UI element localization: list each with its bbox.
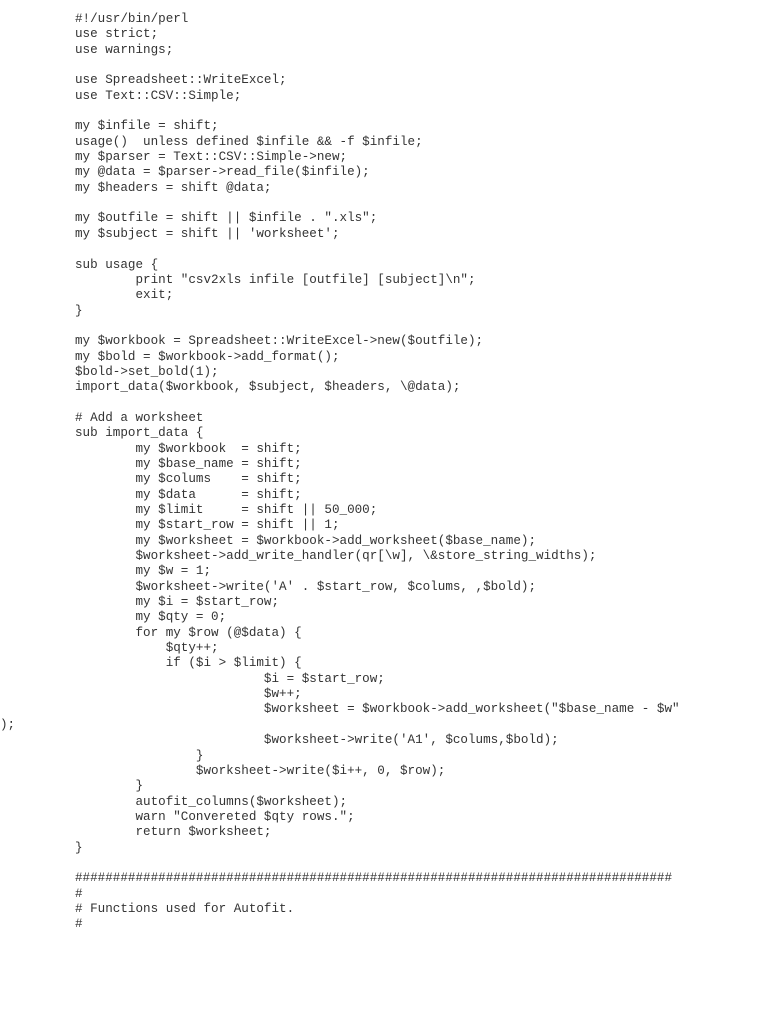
code-line: autofit_columns($worksheet); (75, 794, 348, 809)
code-line: $worksheet->write($i++, 0, $row); (75, 763, 446, 778)
code-line: $w++; (75, 687, 302, 702)
code-line: $bold->set_bold(1); (75, 364, 219, 379)
code-line: my $workbook = Spreadsheet::WriteExcel->new($outfile); (75, 334, 484, 349)
code-line: } (75, 748, 204, 763)
code-line: my $start_row = shift || 1; (75, 518, 340, 533)
code-line: my $parser = Text::CSV::Simple->new; (75, 150, 348, 165)
code-line: return $worksheet; (75, 825, 272, 840)
code-line: sub import_data { (75, 426, 204, 441)
code-line: my $limit = shift || 50_000; (75, 503, 378, 517)
code-line (75, 196, 680, 211)
code-line (75, 242, 680, 257)
code-line: my $base_name = shift; (75, 456, 302, 471)
code-line: $worksheet->add_write_handler(qr[\w], \&store_string_widths); (75, 549, 597, 564)
code-line: } (75, 840, 83, 855)
code-line: print "csv2xls infile [outfile] [subject]\n"; (75, 272, 476, 287)
code-line (75, 856, 680, 871)
code-line: $i = $start_row; (75, 671, 385, 686)
code-line: use Spreadsheet::WriteExcel; (75, 73, 287, 88)
code-line: import_data($workbook, $subject, $headers, \@data); (75, 380, 461, 395)
code-line: usage() unless defined $infile && -f $infile; (75, 134, 423, 149)
code-line: ############################################################################### (75, 871, 673, 886)
code-line: } (75, 779, 144, 794)
code-line: my $colums = shift; (75, 472, 302, 487)
code-line: my $w = 1; (75, 564, 212, 579)
code-line (75, 104, 680, 119)
code-line: $worksheet->write('A' . $start_row, $colums, ,$bold); (75, 579, 537, 594)
code-line: # Functions used for Autofit. (75, 901, 295, 916)
code-line: # Add a worksheet (75, 410, 204, 425)
code-line: use Text::CSV::Simple; (75, 88, 242, 103)
code-line (75, 58, 680, 73)
code-line: my $worksheet = $workbook->add_worksheet($base_name); (75, 533, 537, 548)
code-line: sub usage { (75, 257, 159, 272)
code-line: my $i = $start_row; (75, 595, 280, 610)
code-line: my $qty = 0; (75, 610, 227, 625)
code-line: my $workbook = shift; (75, 441, 302, 456)
code-line: my $bold = $workbook->add_format(); (75, 349, 340, 364)
code-line: # (75, 886, 83, 901)
code-line: ); (0, 717, 16, 732)
code-line: $qty++; (75, 641, 219, 656)
code-line: exit; (75, 288, 174, 303)
code-line: $worksheet->write('A1', $colums,$bold); (75, 733, 559, 748)
code-line: my @data = $parser->read_file($infile); (75, 165, 370, 180)
code-line (75, 319, 680, 334)
code-line: $worksheet = $workbook->add_worksheet("$base_name - $w" (75, 702, 680, 717)
code-line: use strict; (75, 27, 159, 42)
code-line: #!/usr/bin/perl (75, 12, 189, 26)
code-line: use warnings; (75, 42, 174, 57)
code-line: my $headers = shift @data; (75, 180, 272, 195)
code-line: for my $row (@$data) { (75, 625, 302, 640)
code-line: my $data = shift; (75, 487, 302, 502)
code-line: } (75, 303, 83, 318)
code-line: my $infile = shift; (75, 119, 219, 134)
code-line: my $outfile = shift || $infile . ".xls"; (75, 211, 378, 226)
code-line: if ($i > $limit) { (75, 656, 302, 671)
code-line: warn "Convereted $qty rows."; (75, 809, 355, 824)
code-line: # (75, 917, 83, 932)
code-listing (0, 12, 680, 933)
code-line (75, 396, 680, 411)
code-line: my $subject = shift || 'worksheet'; (75, 226, 340, 241)
